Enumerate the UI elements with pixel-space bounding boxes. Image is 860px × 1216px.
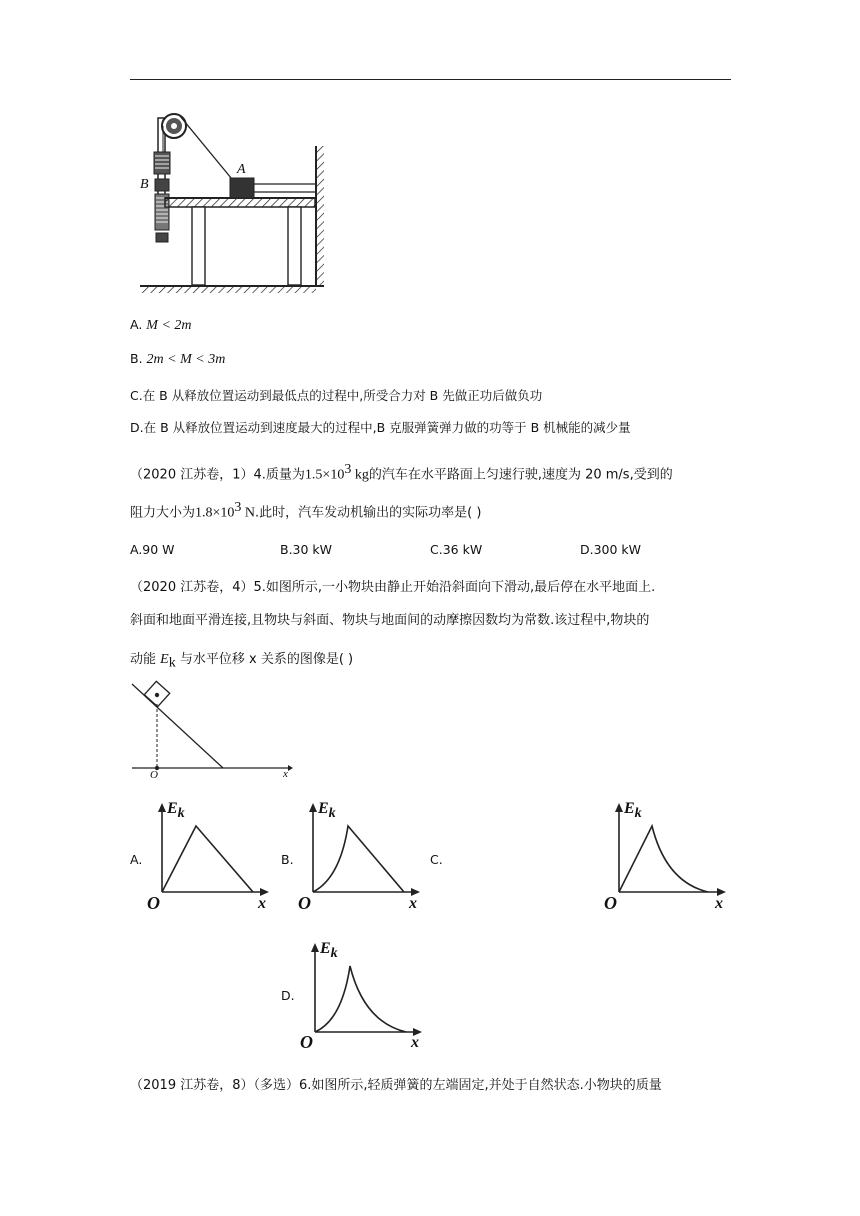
q5-graph-b-y: $E_k$: [318, 800, 336, 822]
q3-label-B: B: [140, 177, 149, 192]
q5-graph-a-origin: O: [147, 893, 160, 913]
q5-graph-b: [296, 802, 426, 914]
q4-option-b: B.30 kW: [280, 542, 333, 557]
q6-line1: （2019 江苏卷，8）（多选）6.如图所示,轻质弹簧的左端固定,并处于自然状态.小物块的质量: [130, 1078, 662, 1093]
q3-option-a: A. M < 2m: [130, 317, 192, 333]
q3-option-b: B. 2m < M < 3m: [130, 351, 226, 367]
q5-graph-a: [145, 802, 275, 914]
q5-graph-c-y: $E_k$: [624, 800, 642, 822]
q5-graph-d-x: x: [411, 1034, 419, 1051]
q5-incline-figure: [130, 682, 300, 782]
q4-line2: 阻力大小为$1.8\times 10^3$ N.此时，汽车发动机输出的实际功率是( ): [130, 500, 482, 521]
q3-label-A: A: [237, 162, 246, 177]
q5-fig-x: x: [283, 768, 288, 780]
q4-option-a: A.90 W: [130, 542, 175, 557]
q5-line2: 斜面和地面平滑连接,且物块与斜面、物块与地面间的动摩擦因数均为常数.该过程中,物块的: [130, 613, 650, 628]
q5-fig-origin: O: [150, 769, 158, 781]
q5-graph-c-x: x: [715, 895, 723, 912]
q5-graph-d-origin: O: [300, 1032, 313, 1052]
q4-option-d: D.300 kW: [580, 542, 642, 557]
q5-option-b-label: B.: [281, 852, 294, 867]
q3-pulley-figure: [136, 112, 336, 298]
q3-option-d: D.在 B 从释放位置运动到速度最大的过程中,B 克服弹簧弹力做的功等于 B 机械能的减少量: [130, 420, 631, 435]
q5-graph-d-y: $E_k$: [320, 940, 338, 962]
q4-option-c: C.36 kW: [430, 542, 483, 557]
q4-line1: （2020 江苏卷，1）4.质量为$1.5\times 10^3$ kg的汽车在水平路面上匀速行驶,速度为 20 m/s,受到的: [130, 462, 673, 483]
q5-graph-c: [602, 802, 732, 914]
q5-graph-b-origin: O: [298, 893, 311, 913]
header-rule: [130, 79, 731, 80]
q5-option-d-label: D.: [281, 988, 295, 1003]
q5-line3: 动能 $E_k$ 与水平位移 x 关系的图像是( ): [130, 652, 354, 671]
q3-option-c: C.在 B 从释放位置运动到最低点的过程中,所受合力对 B 先做正功后做负功: [130, 388, 543, 403]
q5-option-a-label: A.: [130, 852, 143, 867]
q5-line1: （2020 江苏卷，4）5.如图所示,一小物块由静止开始沿斜面向下滑动,最后停在水平地面上.: [130, 580, 656, 595]
q3-option-a-expr: M < 2m: [146, 318, 192, 333]
q5-graph-d: [298, 942, 428, 1054]
q5-graph-a-x: x: [258, 895, 266, 912]
q5-graph-c-origin: O: [604, 893, 617, 913]
q3-option-b-expr: 2m < M < 3m: [146, 352, 226, 367]
q5-graph-b-x: x: [409, 895, 417, 912]
q5-option-c-label: C.: [430, 852, 443, 867]
q5-graph-a-y: $E_k$: [167, 800, 185, 822]
